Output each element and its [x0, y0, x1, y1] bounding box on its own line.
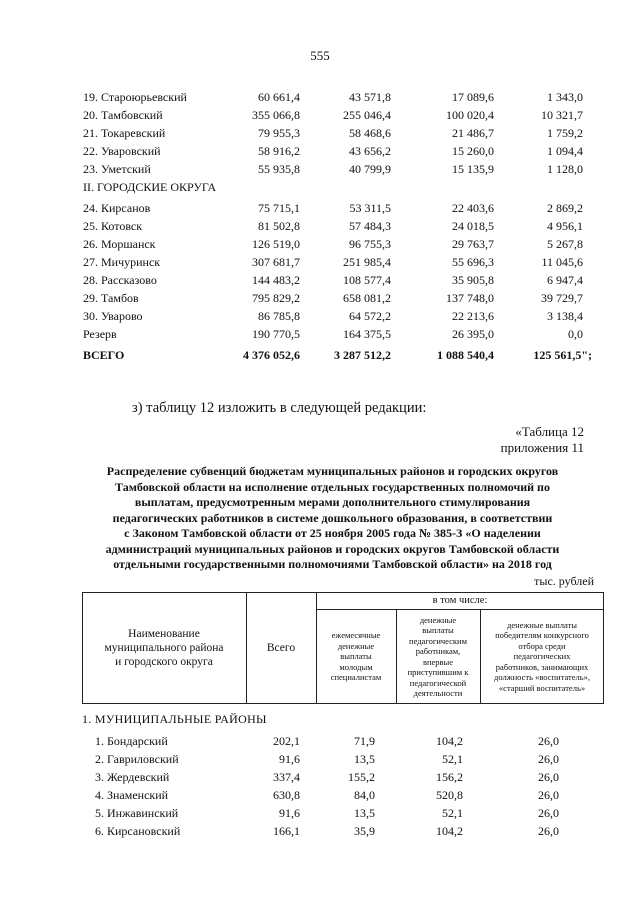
title-line: администраций муниципальных районов и городских округов Тамбовской области	[105, 541, 560, 556]
row-value-1: 13,5	[354, 752, 375, 766]
page-number: 555	[310, 48, 330, 63]
row-name: 27. Мичуринск	[83, 255, 161, 269]
row-value-2: 40 799,9	[349, 162, 391, 176]
row-value-4: 11 045,6	[541, 255, 583, 269]
title-line: Тамбовской области на исполнение отдельных государственных полномочий по	[115, 479, 550, 494]
row-value-4: 1 343,0	[547, 90, 583, 104]
row-value-1: 126 519,0	[252, 237, 300, 251]
table-row	[0, 219, 640, 237]
row-name: 23. Уметский	[83, 162, 151, 176]
row-value-3: 22 403,6	[452, 201, 494, 215]
header-line: выплаты	[422, 625, 454, 635]
row-name: 22. Уваровский	[83, 144, 161, 158]
header-line: «старший воспитатель»	[498, 682, 586, 693]
header-line: молодым	[339, 661, 373, 672]
row-value-1: 86 785,8	[258, 309, 300, 323]
table-row	[0, 201, 640, 219]
row-value-2: 251 985,4	[343, 255, 391, 269]
header-line: денежные выплаты	[507, 619, 577, 630]
header-line: муниципального района	[104, 642, 224, 654]
total-value-4: 125 561,5";	[533, 348, 592, 362]
total-value-3: 1 088 540,4	[437, 348, 494, 362]
row-value-2: 58 468,6	[349, 126, 391, 140]
header-line: работников, занимающих	[495, 661, 589, 672]
table-header	[82, 592, 604, 704]
row-value-3: 26,0	[538, 788, 559, 802]
row-name: 2. Гавриловский	[95, 752, 179, 766]
header-line: педагогической	[409, 677, 467, 688]
units-label: тыс. рублей	[534, 574, 594, 588]
row-value-3: 26,0	[538, 824, 559, 838]
row-value-1: 144 483,2	[252, 273, 300, 287]
header-line: должность «воспитатель»,	[494, 672, 590, 683]
row-value-1: 71,9	[354, 734, 375, 748]
row-value-4: 4 956,1	[547, 219, 583, 233]
row-value-2: 43 571,8	[349, 90, 391, 104]
total-label: ВСЕГО	[83, 348, 125, 362]
row-name: 4. Знаменский	[95, 788, 169, 802]
section-heading: II. ГОРОДСКИЕ ОКРУГА	[83, 180, 217, 194]
row-value-1: 58 916,2	[258, 144, 300, 158]
table-row	[0, 126, 640, 144]
row-value-1: 75 715,1	[258, 201, 300, 215]
row-value-3: 29 763,7	[452, 237, 494, 251]
row-value-1: 795 829,2	[252, 291, 300, 305]
table-row	[0, 291, 640, 309]
row-value-3: 22 213,6	[452, 309, 494, 323]
row-value-2: 255 046,4	[343, 108, 391, 122]
header-line: выплаты	[340, 651, 372, 662]
title-line: отдельными государственными полномочиями Тамбовской области» на 2018 год	[113, 557, 552, 571]
amendment-clause: з) таблицу 12 изложить в следующей редакции:	[132, 400, 427, 416]
total-value-2: 3 287 512,2	[334, 348, 391, 362]
row-value-2: 53 311,5	[349, 201, 391, 215]
row-value-1: 307 681,7	[252, 255, 300, 269]
row-value-3: 137 748,0	[446, 291, 494, 305]
header-line: победителям конкурсного	[495, 630, 589, 641]
row-value-3: 26,0	[538, 734, 559, 748]
row-value-4: 0,0	[568, 327, 583, 341]
header-including: в том числе:	[432, 595, 488, 606]
row-value-1: 13,5	[354, 806, 375, 820]
row-value-2: 658 081,2	[343, 291, 391, 305]
table-row	[0, 752, 640, 770]
header-line: педагогических	[513, 651, 571, 662]
row-value-2: 52,1	[442, 752, 463, 766]
row-value-3: 26 395,0	[452, 327, 494, 341]
row-value-2: 108 577,4	[343, 273, 391, 287]
total-value-1: 4 376 052,6	[243, 348, 300, 362]
table-row	[0, 734, 640, 752]
row-value-3: 26,0	[538, 752, 559, 766]
row-value-4: 1 128,0	[547, 162, 583, 176]
header-line: приступившим к	[407, 667, 469, 677]
distribution-title	[60, 464, 605, 573]
row-value-1: 155,2	[348, 770, 375, 784]
row-value-2: 57 484,3	[349, 219, 391, 233]
row-value-2: 164 375,5	[343, 327, 391, 341]
table-reference-line: «Таблица 12	[515, 424, 584, 439]
row-value-3: 15 260,0	[452, 144, 494, 158]
row-value-2: 156,2	[436, 770, 463, 784]
table-row	[0, 108, 640, 126]
row-name: 26. Моршанск	[83, 237, 156, 251]
row-name: 28. Рассказово	[83, 273, 157, 287]
header-new-teachers	[396, 609, 480, 704]
header-line: специалистам	[330, 672, 382, 683]
row-name: 25. Котовск	[83, 219, 143, 233]
row-value-1: 84,0	[354, 788, 375, 802]
row-value-2: 96 755,3	[349, 237, 391, 251]
header-line: денежные	[419, 614, 457, 625]
title-line: с Законом Тамбовской области от 25 ноября 2005 года № 385-З «О наделении	[124, 526, 541, 540]
row-total: 202,1	[273, 734, 300, 748]
row-total: 91,6	[279, 806, 300, 820]
title-line: педагогических работников в системе дошкольного образования, в соответствии	[112, 510, 553, 525]
table-row	[0, 824, 640, 842]
row-value-1: 55 935,8	[258, 162, 300, 176]
row-total: 337,4	[273, 770, 300, 784]
header-contest-winners	[480, 609, 604, 704]
row-name: 5. Инжавинский	[95, 806, 179, 820]
header-line: впервые	[422, 656, 454, 667]
header-line: деятельности	[413, 688, 463, 698]
row-value-4: 39 729,7	[541, 291, 583, 305]
table-row	[0, 90, 640, 108]
header-line: отбора среди	[518, 640, 566, 651]
row-name: 1. Бондарский	[95, 734, 168, 748]
row-value-1: 81 502,8	[258, 219, 300, 233]
row-name: 6. Кирсановский	[95, 824, 181, 838]
row-value-1: 35,9	[354, 824, 375, 838]
row-value-2: 64 572,2	[349, 309, 391, 323]
row-value-3: 100 020,4	[446, 108, 494, 122]
row-value-3: 21 486,7	[452, 126, 494, 140]
row-value-1: 60 661,4	[258, 90, 300, 104]
row-value-2: 104,2	[436, 734, 463, 748]
row-name: 20. Тамбовский	[83, 108, 163, 122]
row-value-4: 2 869,2	[547, 201, 583, 215]
table-row	[0, 770, 640, 788]
row-value-3: 17 089,6	[452, 90, 494, 104]
row-value-2: 520,8	[436, 788, 463, 802]
header-name-column	[82, 592, 246, 704]
header-line: педагогическим	[409, 635, 467, 646]
row-value-3: 26,0	[538, 770, 559, 784]
row-name: 30. Уварово	[83, 309, 143, 323]
row-value-4: 5 267,8	[547, 237, 583, 251]
row-total: 166,1	[273, 824, 300, 838]
table-row	[0, 162, 640, 180]
total-row	[0, 348, 640, 366]
row-value-3: 55 696,3	[452, 255, 494, 269]
row-value-3: 15 135,9	[452, 162, 494, 176]
row-value-3: 35 905,8	[452, 273, 494, 287]
header-line: работникам,	[415, 646, 461, 656]
row-name: 24. Кирсанов	[83, 201, 151, 215]
row-value-3: 24 018,5	[452, 219, 494, 233]
row-value-1: 190 770,5	[252, 327, 300, 341]
table-reference	[501, 424, 584, 456]
row-value-4: 6 947,4	[547, 273, 583, 287]
table-row	[0, 788, 640, 806]
row-value-1: 355 066,8	[252, 108, 300, 122]
row-name: 21. Токаревский	[83, 126, 166, 140]
table-row	[0, 144, 640, 162]
row-value-3: 26,0	[538, 806, 559, 820]
row-value-4: 3 138,4	[547, 309, 583, 323]
title-line: Распределение субвенций бюджетам муниципальных районов и городских округов	[106, 464, 559, 478]
table-row	[0, 237, 640, 255]
header-line: и городского округа	[115, 656, 213, 668]
row-value-4: 1 759,2	[547, 126, 583, 140]
header-line: ежемесячные	[331, 630, 381, 641]
section-heading: 1. МУНИЦИПАЛЬНЫЕ РАЙОНЫ	[82, 712, 267, 726]
header-line: Наименование	[128, 628, 200, 640]
row-name: 19. Староюрьевский	[83, 90, 187, 104]
header-line: денежные	[337, 640, 375, 651]
table-row	[0, 273, 640, 291]
table-row	[0, 327, 640, 345]
row-total: 91,6	[279, 752, 300, 766]
row-value-1: 79 955,3	[258, 126, 300, 140]
row-value-2: 104,2	[436, 824, 463, 838]
header-young-specialists	[316, 609, 396, 704]
row-value-4: 1 094,4	[547, 144, 583, 158]
header-total-column: Всего	[266, 642, 296, 654]
row-name: 3. Жердевский	[95, 770, 170, 784]
table-row	[0, 255, 640, 273]
row-value-4: 10 321,7	[541, 108, 583, 122]
table-row	[0, 309, 640, 327]
row-value-2: 52,1	[442, 806, 463, 820]
row-value-2: 43 656,2	[349, 144, 391, 158]
row-name: 29. Тамбов	[83, 291, 139, 305]
row-name: Резерв	[83, 327, 117, 341]
title-line: выплатам, предусмотренным мерами дополнительного стимулирования	[134, 495, 531, 509]
table-reference-line: приложения 11	[500, 440, 584, 455]
table-row	[0, 806, 640, 824]
row-total: 630,8	[273, 788, 300, 802]
